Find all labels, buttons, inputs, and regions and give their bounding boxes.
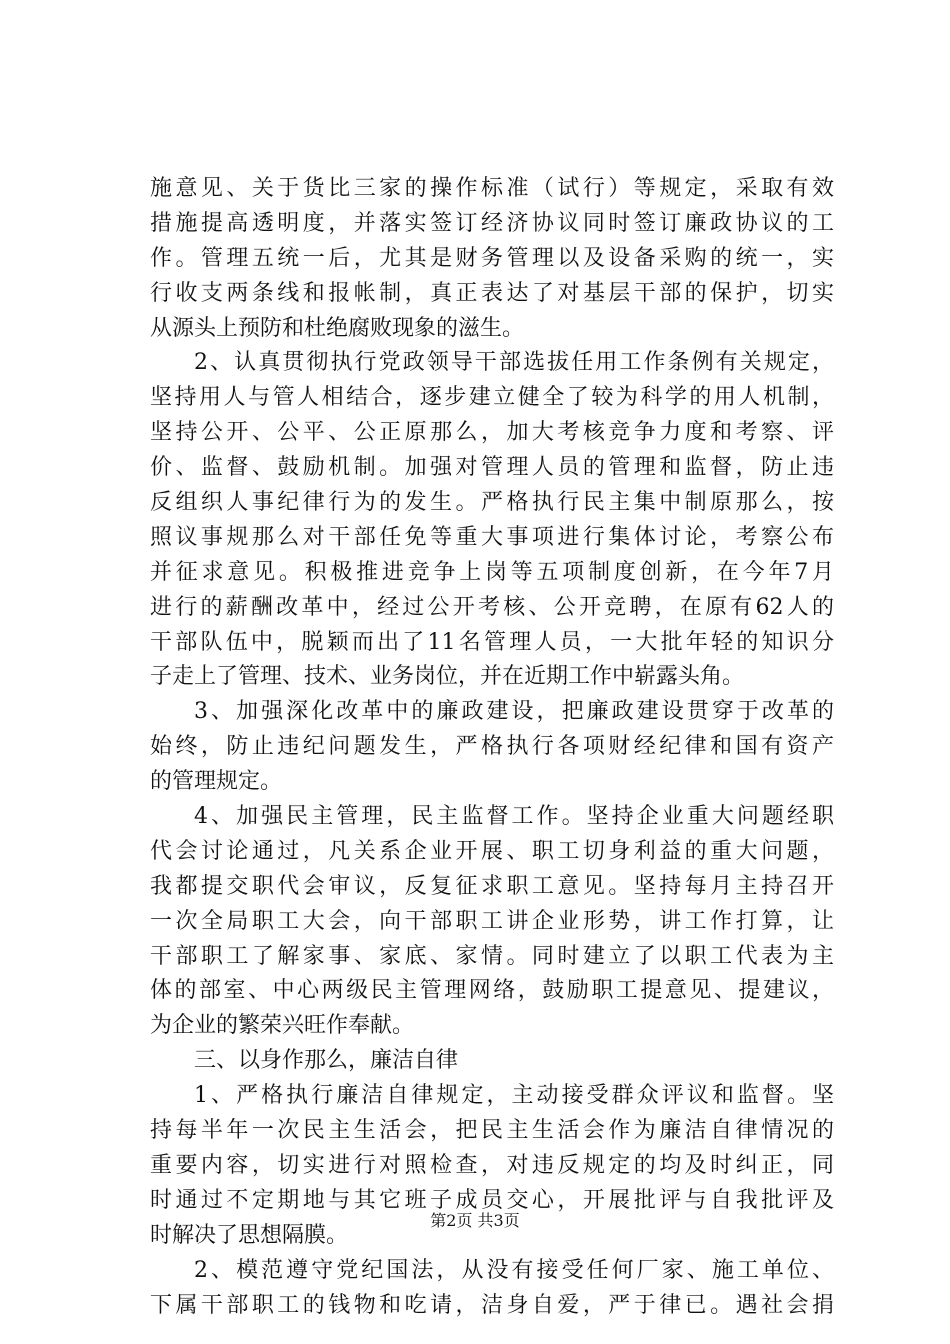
text-line: 1、严格执行廉洁自律规定，主动接受群众评议和监督。坚 bbox=[194, 1083, 834, 1109]
text-line: 时解决了思想隔膜。 bbox=[150, 1222, 349, 1248]
text-line: 措施提高透明度，并落实签订经济协议同时签订廉政协议的工 bbox=[150, 210, 834, 236]
document-body bbox=[150, 172, 834, 1323]
text-line: 重要内容，切实进行对照检查，对违反规定的均及时纠正，同 bbox=[150, 1152, 834, 1178]
text-line: 施意见、关于货比三家的操作标准（试行）等规定，采取有效 bbox=[150, 176, 834, 201]
text-line: 4、加强民主管理，民主监督工作。坚持企业重大问题经职 bbox=[194, 804, 834, 830]
text-line: 进行的薪酬改革中，经过公开考核、公开竞聘，在原有62人的 bbox=[150, 594, 834, 620]
text-line: 坚持用人与管人相结合，逐步建立健全了较为科学的用人机制， bbox=[150, 385, 834, 411]
text-line: 行收支两条线和报帐制，真正表达了对基层干部的保护，切实 bbox=[150, 280, 834, 306]
text-line: 反组织人事纪律行为的发生。严格执行民主集中制原那么，按 bbox=[150, 490, 834, 516]
text-line: 干部队伍中，脱颖而出了11名管理人员，一大批年轻的知识分 bbox=[150, 629, 834, 655]
text-line: 作。管理五统一后，尤其是财务管理以及设备采购的统一，实 bbox=[150, 245, 834, 271]
text-line: 3、加强深化改革中的廉政建设，把廉政建设贯穿于改革的 bbox=[194, 699, 834, 725]
text-line: 2、认真贯彻执行党政领导干部选拔任用工作条例有关规定， bbox=[194, 350, 834, 376]
text-line: 为企业的繁荣兴旺作奉献。 bbox=[150, 1013, 415, 1039]
text-line: 一次全局职工大会，向干部职工讲企业形势，讲工作打算，让 bbox=[150, 908, 834, 934]
text-line: 时通过不定期地与其它班子成员交心，开展批评与自我批评及 bbox=[150, 1187, 834, 1213]
text-line: 下属干部职工的钱物和吃请，洁身自爱，严于律已。遇社会捐 bbox=[150, 1292, 834, 1318]
page-number-label: 第2页 共3页 bbox=[430, 1211, 520, 1230]
text-line: 的管理规定。 bbox=[150, 769, 283, 795]
text-line: 坚持公开、公平、公正原那么，加大考核竞争力度和考察、评 bbox=[150, 420, 834, 446]
text-line: 价、监督、鼓励机制。加强对管理人员的管理和监督，防止违 bbox=[150, 455, 834, 481]
text-line: 三、以身作那么，廉洁自律 bbox=[194, 1048, 459, 1074]
text-line: 持每半年一次民主生活会，把民主生活会作为廉洁自律情况的 bbox=[150, 1118, 834, 1144]
text-line: 代会讨论通过，凡关系企业开展、职工切身利益的重大问题， bbox=[150, 838, 834, 864]
text-line: 干部职工了解家事、家底、家情。同时建立了以职工代表为主 bbox=[150, 943, 834, 969]
text-line: 子走上了管理、技术、业务岗位，并在近期工作中崭露头角。 bbox=[150, 664, 745, 690]
text-line: 并征求意见。积极推进竞争上岗等五项制度创新，在今年7月 bbox=[150, 559, 834, 585]
text-line: 2、模范遵守党纪国法，从没有接受任何厂家、施工单位、 bbox=[194, 1257, 834, 1283]
text-line: 从源头上预防和杜绝腐败现象的滋生。 bbox=[150, 315, 525, 341]
text-line: 我都提交职代会审议，反复征求职工意见。坚持每月主持召开 bbox=[150, 873, 834, 899]
text-line: 始终，防止违纪问题发生，严格执行各项财经纪律和国有资产 bbox=[150, 734, 834, 760]
text-line: 体的部室、中心两级民主管理网络，鼓励职工提意见、提建议， bbox=[150, 978, 834, 1004]
text-line: 照议事规那么对干部任免等重大事项进行集体讨论，考察公布 bbox=[150, 524, 834, 550]
page-footer bbox=[0, 1210, 950, 1232]
